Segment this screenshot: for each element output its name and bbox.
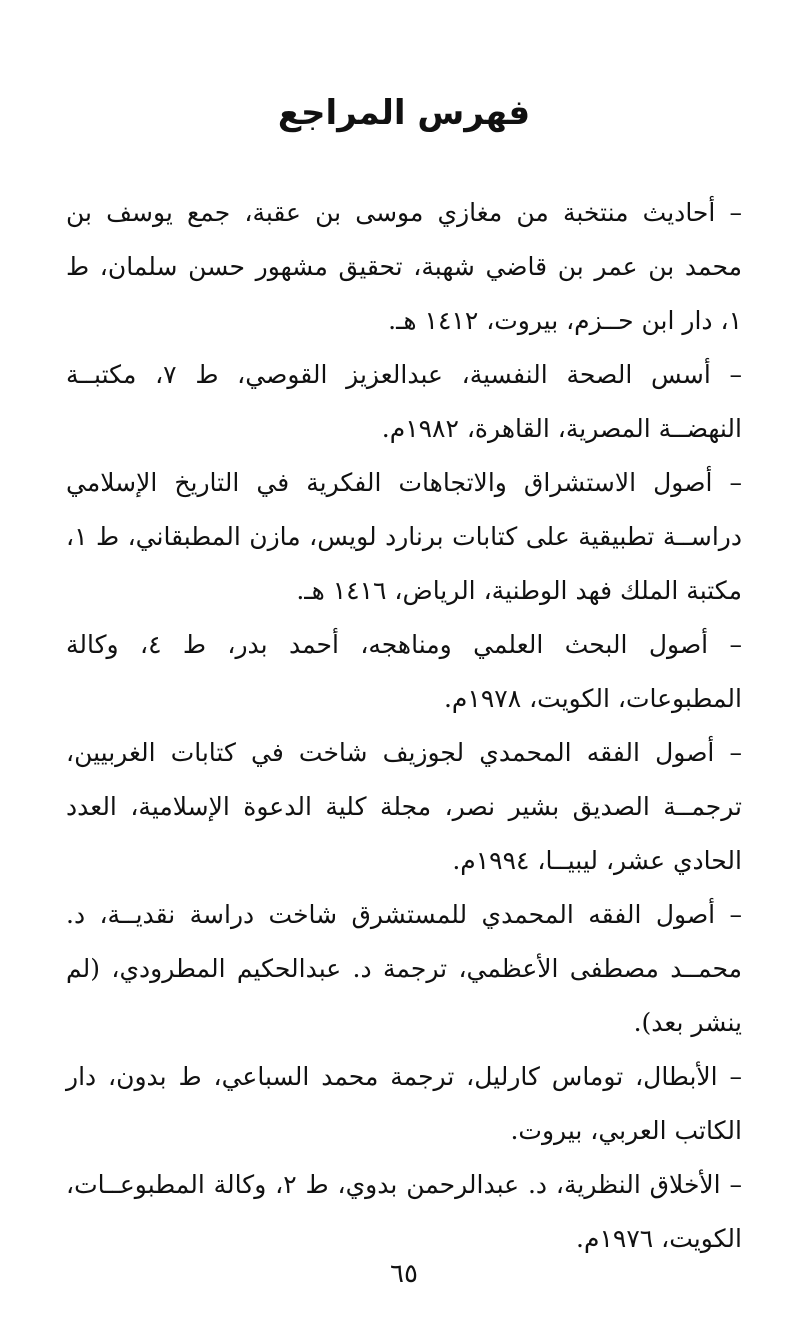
reference-entry: – الأخلاق النظرية، د. عبدالرحمن بدوي، ط ٢، وكالة المطبوعــات، الكويت، ١٩٧٦م. bbox=[66, 1170, 742, 1253]
reference-entry: – أحاديث منتخبة من مغازي موسى بن عقبة، جمع يوسف بن محمد بن عمر بن قاضي شهبة، تحقيق مشهور حسن سلمان، ط ١، دار ابن حــزم، بيروت، ١٤١٢ هـ. bbox=[66, 198, 742, 335]
references-list bbox=[66, 186, 742, 1266]
reference-entry: – الأبطال، توماس كارليل، ترجمة محمد السباعي، ط بدون، دار الكاتب العربي، بيروت. bbox=[66, 1062, 742, 1145]
page-number: ٦٥ bbox=[390, 1259, 418, 1289]
reference-entry: – أصول الفقه المحمدي لجوزيف شاخت في كتابات الغربيين، ترجمــة الصديق بشير نصر، مجلة كلية الدعوة الإسلامية، العدد الحادي عشر، ليبيــا، ١٩٩٤م. bbox=[66, 738, 742, 875]
page-title: فهرس المراجع bbox=[277, 93, 531, 133]
reference-entry: – أصول البحث العلمي ومناهجه، أحمد بدر، ط ٤، وكالة المطبوعات، الكويت، ١٩٧٨م. bbox=[66, 630, 742, 713]
reference-entry: – أصول الفقه المحمدي للمستشرق شاخت دراسة نقديــة، د. محمــد مصطفى الأعظمي، ترجمة د. عبدالحكيم المطرودي، (لم ينشر بعد). bbox=[66, 900, 742, 1037]
reference-entry: – أصول الاستشراق والاتجاهات الفكرية في التاريخ الإسلامي دراســة تطبيقية على كتابات برنارد لويس، مازن المطبقاني، ط ١، مكتبة الملك فهد الوطنية، الرياض، ١٤١٦ هـ. bbox=[66, 468, 742, 605]
reference-entry: – أسس الصحة النفسية، عبدالعزيز القوصي، ط ٧، مكتبــة النهضــة المصرية، القاهرة، ١٩٨٢م. bbox=[66, 360, 742, 443]
